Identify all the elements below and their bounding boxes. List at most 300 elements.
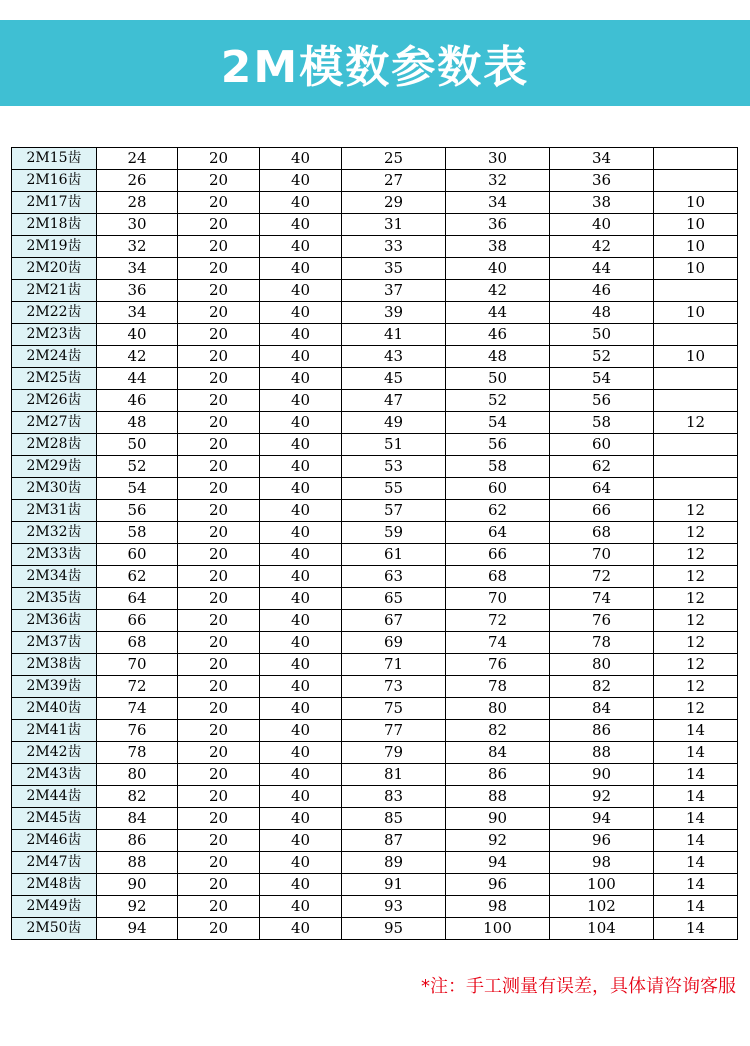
- table-cell: 43: [342, 346, 446, 368]
- table-cell: 20: [178, 676, 260, 698]
- table-cell: 46: [97, 390, 178, 412]
- tooth-model-cell: 2M20齿: [12, 258, 97, 280]
- table-cell: 56: [446, 434, 550, 456]
- table-cell: 40: [260, 280, 342, 302]
- table-row: [12, 478, 738, 500]
- tooth-model-cell: 2M28齿: [12, 434, 97, 456]
- table-cell: 100: [446, 918, 550, 940]
- table-cell: 20: [178, 456, 260, 478]
- table-row: [12, 214, 738, 236]
- table-cell: 71: [342, 654, 446, 676]
- table-cell: 69: [342, 632, 446, 654]
- table-cell: 50: [550, 324, 654, 346]
- table-cell: 102: [550, 896, 654, 918]
- table-cell: 40: [260, 434, 342, 456]
- table-cell: 40: [260, 544, 342, 566]
- table-cell: 85: [342, 808, 446, 830]
- table-cell: 52: [446, 390, 550, 412]
- table-cell: 90: [446, 808, 550, 830]
- table-cell: 20: [178, 918, 260, 940]
- table-cell: 30: [97, 214, 178, 236]
- table-cell: 26: [97, 170, 178, 192]
- table-cell: 20: [178, 280, 260, 302]
- table-cell: 44: [446, 302, 550, 324]
- table-cell: 14: [654, 764, 738, 786]
- table-cell: 70: [550, 544, 654, 566]
- tooth-model-cell: 2M33齿: [12, 544, 97, 566]
- table-cell: 40: [260, 478, 342, 500]
- table-cell: 20: [178, 786, 260, 808]
- table-cell: 40: [260, 390, 342, 412]
- table-cell: 48: [550, 302, 654, 324]
- table-row: [12, 522, 738, 544]
- table-cell: 20: [178, 500, 260, 522]
- table-cell: 55: [342, 478, 446, 500]
- table-cell: 88: [550, 742, 654, 764]
- table-cell: 40: [260, 236, 342, 258]
- table-row: [12, 632, 738, 654]
- table-cell: 90: [97, 874, 178, 896]
- table-cell: 51: [342, 434, 446, 456]
- table-cell: 42: [446, 280, 550, 302]
- table-cell: 12: [654, 676, 738, 698]
- table-cell: 83: [342, 786, 446, 808]
- table-cell: 20: [178, 258, 260, 280]
- table-cell: 66: [97, 610, 178, 632]
- table-cell: 32: [97, 236, 178, 258]
- table-cell: 72: [97, 676, 178, 698]
- table-cell: 82: [97, 786, 178, 808]
- tooth-model-cell: 2M41齿: [12, 720, 97, 742]
- table-cell: 64: [446, 522, 550, 544]
- table-cell: 12: [654, 588, 738, 610]
- table-cell: 34: [446, 192, 550, 214]
- table-cell: 34: [550, 148, 654, 170]
- table-cell: [654, 368, 738, 390]
- table-cell: 95: [342, 918, 446, 940]
- table-cell: 12: [654, 698, 738, 720]
- table-cell: 29: [342, 192, 446, 214]
- table-cell: 20: [178, 478, 260, 500]
- table-cell: 104: [550, 918, 654, 940]
- table-cell: 91: [342, 874, 446, 896]
- table-cell: 20: [178, 566, 260, 588]
- table-cell: 76: [446, 654, 550, 676]
- table-cell: 12: [654, 522, 738, 544]
- table-cell: 40: [260, 874, 342, 896]
- tooth-model-cell: 2M26齿: [12, 390, 97, 412]
- table-cell: 14: [654, 786, 738, 808]
- table-body: [12, 148, 738, 940]
- tooth-model-cell: 2M29齿: [12, 456, 97, 478]
- table-cell: 78: [446, 676, 550, 698]
- tooth-model-cell: 2M22齿: [12, 302, 97, 324]
- table-cell: 74: [550, 588, 654, 610]
- table-cell: 96: [446, 874, 550, 896]
- table-cell: [654, 280, 738, 302]
- table-cell: 82: [446, 720, 550, 742]
- table-cell: 20: [178, 390, 260, 412]
- table-cell: 74: [446, 632, 550, 654]
- table-cell: 40: [260, 742, 342, 764]
- table-cell: 20: [178, 148, 260, 170]
- disclaimer-note: *注：手工测量有误差，具体请咨询客服: [421, 976, 736, 997]
- table-cell: 54: [97, 478, 178, 500]
- parameter-table: [11, 147, 738, 940]
- table-row: [12, 302, 738, 324]
- table-cell: 40: [260, 654, 342, 676]
- table-cell: [654, 390, 738, 412]
- table-cell: 20: [178, 170, 260, 192]
- table-row: [12, 258, 738, 280]
- tooth-model-cell: 2M42齿: [12, 742, 97, 764]
- table-row: [12, 192, 738, 214]
- table-row: [12, 896, 738, 918]
- table-cell: 98: [550, 852, 654, 874]
- table-cell: 40: [97, 324, 178, 346]
- table-cell: 10: [654, 258, 738, 280]
- table-cell: 40: [260, 676, 342, 698]
- table-cell: 40: [260, 500, 342, 522]
- table-cell: 80: [97, 764, 178, 786]
- table-cell: 46: [550, 280, 654, 302]
- table-cell: 40: [260, 258, 342, 280]
- table-cell: 46: [446, 324, 550, 346]
- table-cell: 40: [260, 764, 342, 786]
- table-cell: 40: [446, 258, 550, 280]
- table-cell: 86: [550, 720, 654, 742]
- table-row: [12, 456, 738, 478]
- tooth-model-cell: 2M44齿: [12, 786, 97, 808]
- table-cell: 20: [178, 434, 260, 456]
- table-cell: 66: [446, 544, 550, 566]
- table-cell: 88: [97, 852, 178, 874]
- table-cell: 68: [97, 632, 178, 654]
- table-cell: 62: [97, 566, 178, 588]
- table-cell: 20: [178, 830, 260, 852]
- table-cell: 75: [342, 698, 446, 720]
- table-cell: 34: [97, 302, 178, 324]
- table-cell: 39: [342, 302, 446, 324]
- table-cell: 12: [654, 544, 738, 566]
- table-cell: 42: [550, 236, 654, 258]
- table-cell: 63: [342, 566, 446, 588]
- table-cell: 41: [342, 324, 446, 346]
- table-cell: 92: [446, 830, 550, 852]
- table-cell: 14: [654, 918, 738, 940]
- table-cell: 20: [178, 302, 260, 324]
- title-banner: [0, 20, 750, 106]
- table-cell: 20: [178, 544, 260, 566]
- table-cell: 76: [97, 720, 178, 742]
- table-cell: 88: [446, 786, 550, 808]
- table-cell: 12: [654, 500, 738, 522]
- table-row: [12, 610, 738, 632]
- table-row: [12, 434, 738, 456]
- table-cell: 20: [178, 896, 260, 918]
- table-cell: 40: [260, 170, 342, 192]
- table-cell: 40: [260, 412, 342, 434]
- table-cell: 58: [97, 522, 178, 544]
- table-cell: 12: [654, 654, 738, 676]
- table-cell: 42: [97, 346, 178, 368]
- table-cell: 20: [178, 214, 260, 236]
- table-cell: 65: [342, 588, 446, 610]
- table-cell: 32: [446, 170, 550, 192]
- table-row: [12, 544, 738, 566]
- table-row: [12, 786, 738, 808]
- table-row: [12, 874, 738, 896]
- table-cell: 40: [260, 918, 342, 940]
- table-cell: 37: [342, 280, 446, 302]
- table-cell: [654, 170, 738, 192]
- tooth-model-cell: 2M48齿: [12, 874, 97, 896]
- table-cell: [654, 478, 738, 500]
- table-cell: 38: [550, 192, 654, 214]
- tooth-model-cell: 2M24齿: [12, 346, 97, 368]
- table-cell: 20: [178, 192, 260, 214]
- table-row: [12, 148, 738, 170]
- tooth-model-cell: 2M39齿: [12, 676, 97, 698]
- tooth-model-cell: 2M19齿: [12, 236, 97, 258]
- table-cell: 38: [446, 236, 550, 258]
- table-cell: 40: [260, 302, 342, 324]
- table-cell: 40: [260, 456, 342, 478]
- tooth-model-cell: 2M25齿: [12, 368, 97, 390]
- table-cell: 92: [97, 896, 178, 918]
- table-cell: 20: [178, 720, 260, 742]
- table-cell: 14: [654, 896, 738, 918]
- table-cell: 36: [97, 280, 178, 302]
- table-row: [12, 170, 738, 192]
- table-cell: 94: [97, 918, 178, 940]
- table-cell: 20: [178, 412, 260, 434]
- table-cell: 61: [342, 544, 446, 566]
- parameter-table-container: [11, 147, 737, 940]
- table-cell: 64: [97, 588, 178, 610]
- table-cell: 54: [550, 368, 654, 390]
- table-cell: 40: [260, 786, 342, 808]
- table-cell: 94: [550, 808, 654, 830]
- tooth-model-cell: 2M31齿: [12, 500, 97, 522]
- table-cell: 93: [342, 896, 446, 918]
- table-row: [12, 280, 738, 302]
- tooth-model-cell: 2M35齿: [12, 588, 97, 610]
- table-cell: 58: [550, 412, 654, 434]
- table-cell: 89: [342, 852, 446, 874]
- table-cell: 92: [550, 786, 654, 808]
- table-cell: 58: [446, 456, 550, 478]
- table-row: [12, 742, 738, 764]
- table-cell: 98: [446, 896, 550, 918]
- table-cell: 20: [178, 522, 260, 544]
- table-cell: 87: [342, 830, 446, 852]
- tooth-model-cell: 2M17齿: [12, 192, 97, 214]
- table-cell: 10: [654, 192, 738, 214]
- table-cell: 50: [446, 368, 550, 390]
- table-row: [12, 830, 738, 852]
- table-cell: 48: [97, 412, 178, 434]
- table-cell: 79: [342, 742, 446, 764]
- table-row: [12, 764, 738, 786]
- tooth-model-cell: 2M30齿: [12, 478, 97, 500]
- table-cell: 34: [97, 258, 178, 280]
- table-row: [12, 852, 738, 874]
- table-cell: 53: [342, 456, 446, 478]
- tooth-model-cell: 2M40齿: [12, 698, 97, 720]
- table-cell: 40: [260, 896, 342, 918]
- table-cell: 59: [342, 522, 446, 544]
- table-cell: 20: [178, 852, 260, 874]
- table-cell: 70: [446, 588, 550, 610]
- table-cell: [654, 434, 738, 456]
- table-cell: 20: [178, 808, 260, 830]
- table-cell: 62: [550, 456, 654, 478]
- table-cell: 78: [97, 742, 178, 764]
- table-cell: 54: [446, 412, 550, 434]
- tooth-model-cell: 2M21齿: [12, 280, 97, 302]
- tooth-model-cell: 2M18齿: [12, 214, 97, 236]
- table-row: [12, 324, 738, 346]
- table-cell: 66: [550, 500, 654, 522]
- table-cell: 96: [550, 830, 654, 852]
- table-cell: 68: [550, 522, 654, 544]
- table-cell: 20: [178, 632, 260, 654]
- table-row: [12, 566, 738, 588]
- tooth-model-cell: 2M47齿: [12, 852, 97, 874]
- table-cell: 40: [260, 522, 342, 544]
- tooth-model-cell: 2M49齿: [12, 896, 97, 918]
- tooth-model-cell: 2M32齿: [12, 522, 97, 544]
- tooth-model-cell: 2M45齿: [12, 808, 97, 830]
- table-cell: 27: [342, 170, 446, 192]
- table-cell: 35: [342, 258, 446, 280]
- table-cell: 10: [654, 214, 738, 236]
- table-cell: 14: [654, 852, 738, 874]
- table-cell: 14: [654, 874, 738, 896]
- table-cell: 40: [260, 588, 342, 610]
- table-cell: 40: [550, 214, 654, 236]
- table-cell: 60: [97, 544, 178, 566]
- table-cell: 86: [446, 764, 550, 786]
- table-cell: 73: [342, 676, 446, 698]
- table-cell: 12: [654, 566, 738, 588]
- tooth-model-cell: 2M38齿: [12, 654, 97, 676]
- table-cell: 72: [446, 610, 550, 632]
- table-cell: 12: [654, 610, 738, 632]
- table-cell: 20: [178, 654, 260, 676]
- table-cell: 49: [342, 412, 446, 434]
- table-cell: 56: [97, 500, 178, 522]
- table-cell: 10: [654, 236, 738, 258]
- table-cell: 20: [178, 742, 260, 764]
- table-cell: 62: [446, 500, 550, 522]
- table-cell: 40: [260, 192, 342, 214]
- table-cell: 14: [654, 720, 738, 742]
- table-cell: 40: [260, 632, 342, 654]
- tooth-model-cell: 2M36齿: [12, 610, 97, 632]
- table-cell: 68: [446, 566, 550, 588]
- table-cell: 60: [446, 478, 550, 500]
- table-cell: 82: [550, 676, 654, 698]
- table-cell: 60: [550, 434, 654, 456]
- table-cell: [654, 456, 738, 478]
- table-cell: 40: [260, 852, 342, 874]
- table-cell: 40: [260, 324, 342, 346]
- table-cell: 40: [260, 698, 342, 720]
- tooth-model-cell: 2M34齿: [12, 566, 97, 588]
- table-cell: 20: [178, 236, 260, 258]
- table-cell: 25: [342, 148, 446, 170]
- table-cell: 100: [550, 874, 654, 896]
- tooth-model-cell: 2M27齿: [12, 412, 97, 434]
- table-cell: 44: [550, 258, 654, 280]
- table-cell: 20: [178, 610, 260, 632]
- table-row: [12, 676, 738, 698]
- table-cell: 78: [550, 632, 654, 654]
- table-cell: 20: [178, 764, 260, 786]
- table-cell: 40: [260, 566, 342, 588]
- table-cell: 57: [342, 500, 446, 522]
- table-cell: 20: [178, 346, 260, 368]
- table-cell: 36: [446, 214, 550, 236]
- tooth-model-cell: 2M16齿: [12, 170, 97, 192]
- table-cell: 70: [97, 654, 178, 676]
- table-row: [12, 720, 738, 742]
- tooth-model-cell: 2M37齿: [12, 632, 97, 654]
- table-cell: 40: [260, 368, 342, 390]
- table-cell: 20: [178, 324, 260, 346]
- table-cell: 80: [446, 698, 550, 720]
- table-row: [12, 654, 738, 676]
- tooth-model-cell: 2M23齿: [12, 324, 97, 346]
- table-cell: 31: [342, 214, 446, 236]
- table-row: [12, 918, 738, 940]
- table-row: [12, 236, 738, 258]
- table-cell: 94: [446, 852, 550, 874]
- table-cell: 40: [260, 214, 342, 236]
- table-cell: 40: [260, 148, 342, 170]
- table-cell: 20: [178, 874, 260, 896]
- table-cell: 80: [550, 654, 654, 676]
- table-row: [12, 368, 738, 390]
- table-row: [12, 588, 738, 610]
- table-cell: 76: [550, 610, 654, 632]
- table-cell: 40: [260, 610, 342, 632]
- tooth-model-cell: 2M15齿: [12, 148, 97, 170]
- table-cell: 45: [342, 368, 446, 390]
- table-row: [12, 500, 738, 522]
- table-row: [12, 808, 738, 830]
- table-cell: 81: [342, 764, 446, 786]
- table-cell: 14: [654, 808, 738, 830]
- table-cell: 84: [446, 742, 550, 764]
- table-cell: 67: [342, 610, 446, 632]
- table-cell: 84: [97, 808, 178, 830]
- table-cell: 24: [97, 148, 178, 170]
- table-cell: 10: [654, 302, 738, 324]
- table-cell: 86: [97, 830, 178, 852]
- table-cell: 36: [550, 170, 654, 192]
- table-cell: 52: [97, 456, 178, 478]
- table-cell: 90: [550, 764, 654, 786]
- table-cell: 40: [260, 720, 342, 742]
- table-cell: 40: [260, 830, 342, 852]
- table-cell: 28: [97, 192, 178, 214]
- table-cell: [654, 324, 738, 346]
- table-cell: 20: [178, 368, 260, 390]
- table-cell: 44: [97, 368, 178, 390]
